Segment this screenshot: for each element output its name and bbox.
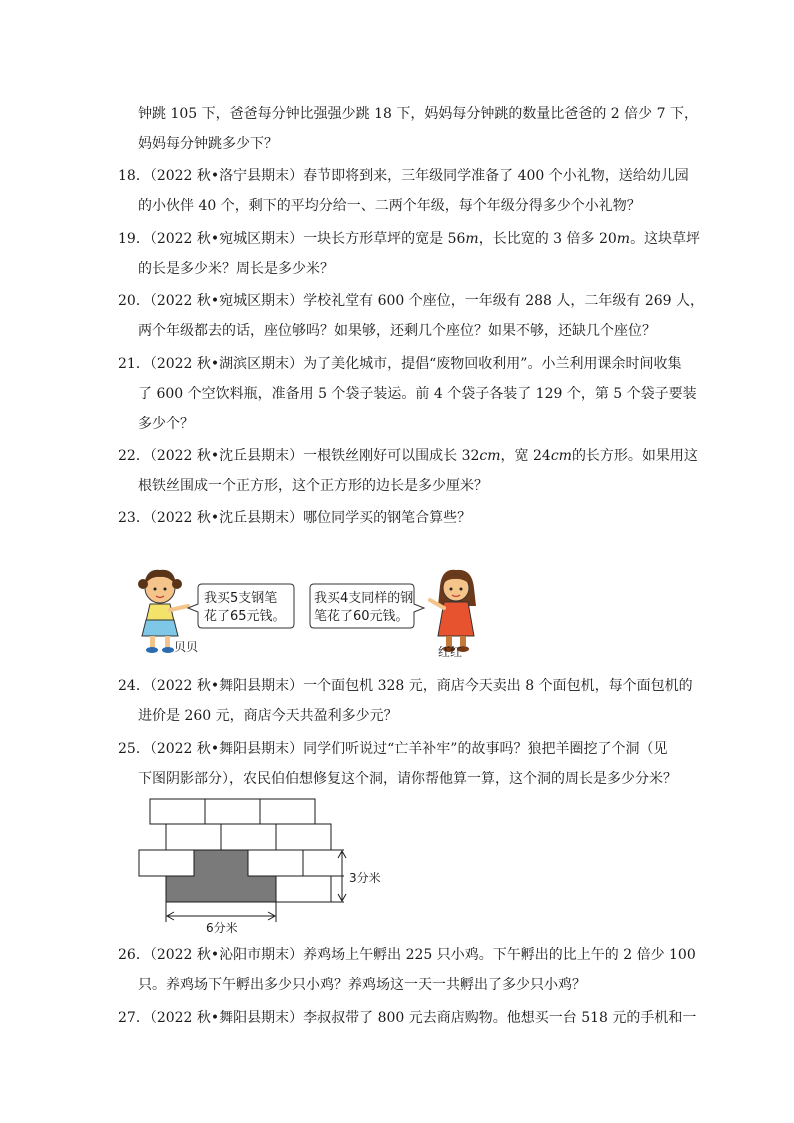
q27-line1: 27．（2022 秋•舞阳县期末）李叔叔带了 800 元去商店购物。他想买一台 518 元的手机和一 [118,1010,697,1026]
q20-line1: 20．（2022 秋•宛城区期末）学校礼堂有 600 个座位，一年级有 288 人，二年级有 269 人， [118,293,705,309]
q19-line1: 19．（2022 秋•宛城区期末）一块长方形草坪的宽是 56m，长比宽的 3 倍多 20m。这块草坪 [118,231,701,247]
q24-line1: 24．（2022 秋•舞阳县期末）一个面包机 328 元，商店今天卖出 8 个面包机，每个面包机的 [118,678,693,694]
height-label: 3分米 [349,871,381,885]
q17-line2: 妈妈每分钟跳多少下？ [138,136,278,152]
q19-line2: 的长是多少米？周长是多少米？ [138,261,334,277]
q21-line2: 了 600 个空饮料瓶，准备用 5 个袋子装运。前 4 个袋子各装了 129 个，第 5 个袋子要装 [138,386,697,402]
q17-line1: 钟跳 105 下，爸爸每分钟比强强少跳 18 下，妈妈每分钟跳的数量比爸爸的 2 倍少 7 下， [138,106,698,122]
q26-line2: 只。养鸡场下午孵出多少只小鸡？养鸡场这一天一共孵出了多少只小鸡？ [138,977,586,993]
q18-line1: 18．（2022 秋•洛宁县期末）春节即将到来，三年级同学准备了 400 个小礼物，送给幼儿园 [118,168,689,184]
q25-line1: 25．（2022 秋•舞阳县期末）同学们听说过“亡羊补牢”的故事吗？狼把羊圈挖了个洞（见 [118,741,668,757]
name-beibei: 贝贝 [174,640,199,654]
q25-line2: 下图阴影部分），农民伯伯想修复这个洞，请你帮他算一算，这个洞的周长是多少分米？ [138,771,677,787]
q21-line1: 21．（2022 秋•湖滨区期末）为了美化城市，提倡“废物回收利用”。小兰利用课余时间收集 [118,356,682,372]
q26-line1: 26．（2022 秋•沁阳市期末）养鸡场上午孵出 225 只小鸡。下午孵出的比上午的 2 倍少 100 [118,947,696,963]
bubble-left-line2: 花了65元钱。 [204,609,286,624]
name-honghong: 红红 [438,645,463,659]
q23-line1: 23．（2022 秋•沈丘县期末）哪位同学买的钢笔合算些？ [118,510,472,526]
q18-line2: 的小伙伴 40 个，剩下的平均分给一、二两个年级，每个年级分得多少个小礼物？ [138,198,641,214]
girl-honghong-figure [430,570,476,652]
q24-line2: 进价是 260 元，商店今天共盈利多少元？ [138,708,398,724]
q21-line3: 多少个？ [138,416,194,432]
bubble-left-line1: 我买5支钢笔 [204,591,278,606]
bubble-right-line1: 我买4支同样的钢 [314,591,414,606]
width-dimension [166,902,276,922]
width-label: 6分米 [206,921,238,935]
bubble-right-line2: 笔花了60元钱。 [314,609,409,624]
q22-line2: 根铁丝围成一个正方形，这个正方形的边长是多少厘米？ [138,478,488,494]
brick-wall-hole-diagram [136,796,396,936]
q20-line2: 两个年级都去的话，座位够吗？如果够，还剩几个座位？如果不够，还缺几个座位？ [138,323,656,339]
q22-line1: 22．（2022 秋•沈丘县期末）一根铁丝刚好可以围成长 32cm，宽 24cm的长方形。如果用这 [118,448,698,464]
pen-comparison-illustration [130,566,500,662]
